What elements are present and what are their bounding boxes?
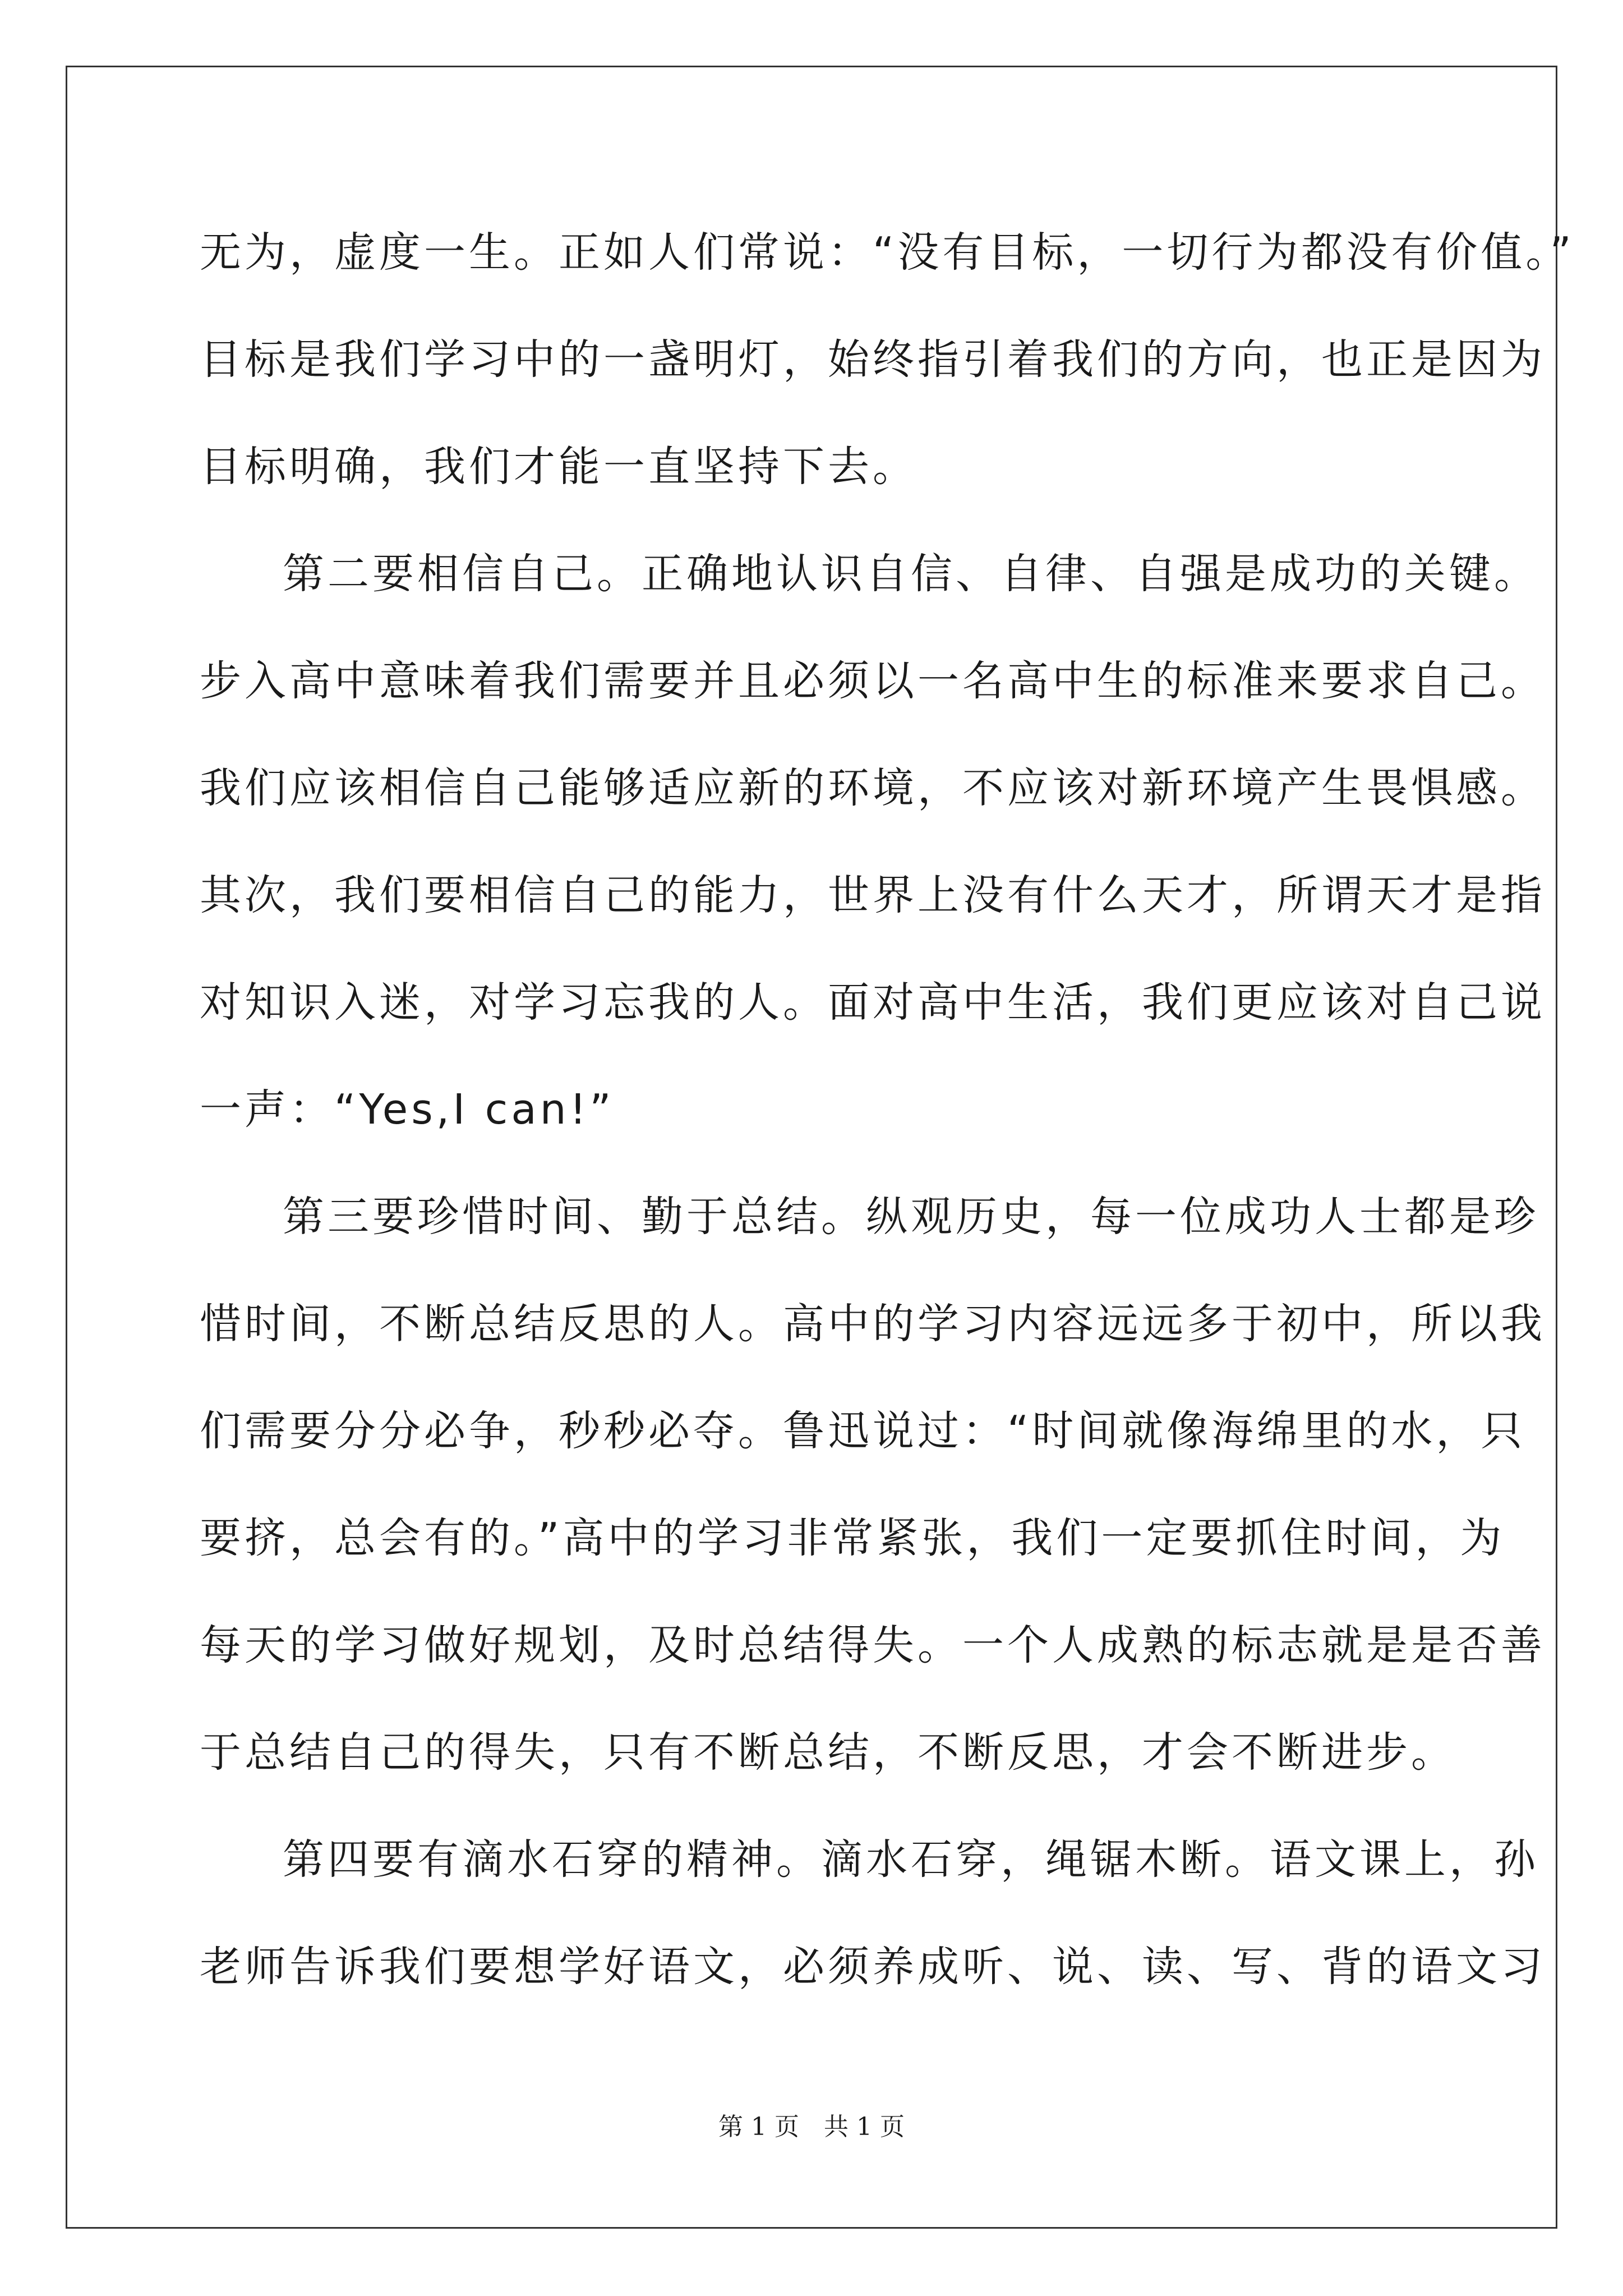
text-line: 无为，虚度一生。正如人们常说：“没有目标，一切行为都没有价值。”	[200, 228, 1575, 277]
text-line: 们需要分分必争，秒秒必夺。鲁迅说过：“时间就像海绵里的水，只	[200, 1407, 1526, 1455]
text-line: 目标明确，我们才能一直坚持下去。	[200, 443, 917, 491]
text-line: 我们应该相信自己能够适应新的环境，不应该对新环境产生畏惧感。	[200, 764, 1546, 812]
text-line: 第四要有滴水石穿的精神。滴水石穿，绳锯木断。语文课上，孙	[283, 1835, 1539, 1884]
text-line: 步入高中意味着我们需要并且必须以一名高中生的标准来要求自己。	[200, 657, 1546, 705]
text-line: 老师告诉我们要想学好语文，必须养成听、说、读、写、背的语文习	[200, 1943, 1546, 1991]
text-line: 要挤，总会有的。”高中的学习非常紧张，我们一定要抓住时间，为	[200, 1514, 1505, 1562]
text-line: 一声：“Yes,I can!”	[200, 1085, 615, 1134]
text-line: 对知识入迷，对学习忘我的人。面对高中生活，我们更应该对自己说	[200, 978, 1546, 1027]
text-line: 其次，我们要相信自己的能力，世界上没有什么天才，所谓天才是指	[200, 871, 1546, 919]
text-line: 每天的学习做好规划，及时总结得失。一个人成熟的标志就是是否善	[200, 1621, 1546, 1669]
text-line: 惜时间，不断总结反思的人。高中的学习内容远远多于初中，所以我	[200, 1300, 1546, 1348]
text-line: 目标是我们学习中的一盏明灯，始终指引着我们的方向，也正是因为	[200, 335, 1546, 384]
page-footer: 第 1 页 共 1 页	[718, 2113, 905, 2141]
text-line: 第三要珍惜时间、勤于总结。纵观历史，每一位成功人士都是珍	[283, 1193, 1539, 1241]
text-line: 于总结自己的得失，只有不断总结，不断反思，才会不断进步。	[200, 1728, 1456, 1777]
document-body	[200, 199, 1575, 2021]
text-line: 第二要相信自己。正确地认识自信、自律、自强是成功的关键。	[283, 550, 1539, 598]
